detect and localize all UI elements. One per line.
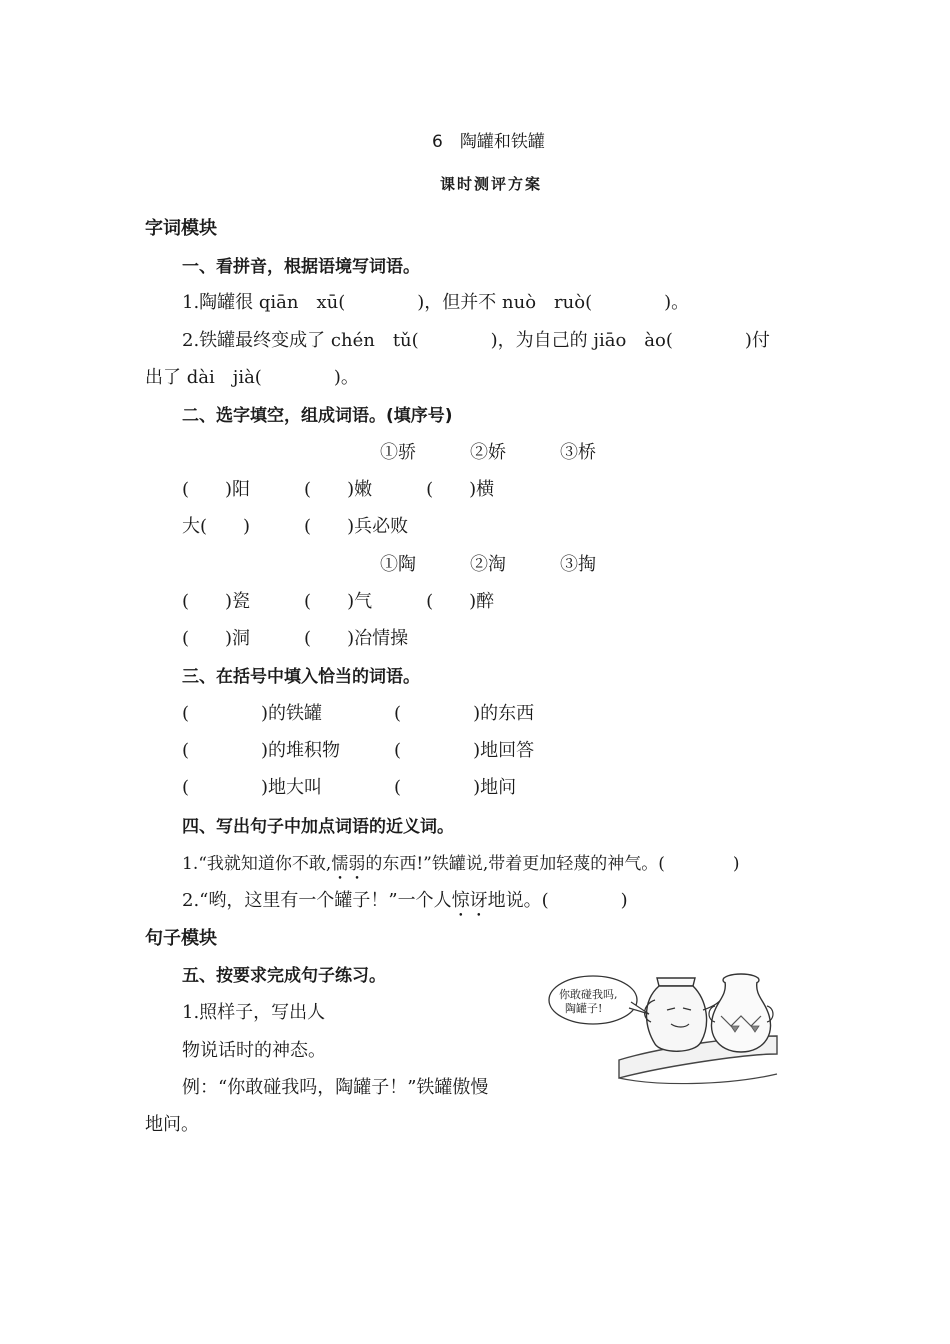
question-5-line-2: 物说话时的神态。 xyxy=(182,1040,326,1061)
question-4-line-2 xyxy=(182,890,628,921)
question-4-line-1-end: 的东西!”铁罐说,带着更加轻蔑的神气。( ) xyxy=(365,854,740,874)
question-2-row-2: 大( ) ( )兵必败 xyxy=(182,516,409,537)
question-1-heading: 一、看拼音，根据语境写词语。 xyxy=(182,257,420,277)
section-sentences-heading: 句子模块 xyxy=(145,928,217,949)
question-4-line-1 xyxy=(182,853,740,884)
page-subtitle: 课时测评方案 xyxy=(440,175,543,193)
question-1-line-1: 1.陶罐很 qiān xū( )，但并不 nuò ruò( )。 xyxy=(182,292,690,313)
question-2-options-2: ①陶 ②淘 ③掏 xyxy=(380,554,596,575)
dotted-word-1: 懦弱 xyxy=(331,854,366,874)
dotted-word-2: 惊讶 xyxy=(451,890,488,911)
pottery-jar-and-iron-jar-illustration xyxy=(545,962,785,1102)
question-3-row-1: ( )的铁罐 ( )的东西 xyxy=(182,703,535,724)
question-1-line-3: 出了 dài jià( )。 xyxy=(145,367,359,388)
question-3-row-3: ( )地大叫 ( )地问 xyxy=(182,777,517,798)
question-2-heading: 二、选字填空，组成词语。(填序号) xyxy=(182,406,453,426)
question-5-heading: 五、按要求完成句子练习。 xyxy=(182,966,386,986)
question-5-line-3: 例：“你敢碰我吗，陶罐子！”铁罐傲慢 xyxy=(182,1077,489,1098)
question-5-line-4: 地问。 xyxy=(145,1114,199,1135)
question-4-line-1-start: 1.“我就知道你不敢, xyxy=(182,854,332,874)
question-2-row-4: ( )洞 ( )冶情操 xyxy=(182,628,409,649)
page-title: 6 陶罐和铁罐 xyxy=(432,132,545,152)
question-4-line-2-start: 2.“哟，这里有一个罐子！”一个人 xyxy=(182,890,452,911)
section-words-heading: 字词模块 xyxy=(145,218,217,239)
question-3-row-2: ( )的堆积物 ( )地回答 xyxy=(182,740,535,761)
question-3-heading: 三、在括号中填入恰当的词语。 xyxy=(182,667,420,687)
speech-bubble-line-1: 你敢碰我吗, xyxy=(559,988,618,1001)
question-4-heading: 四、写出句子中加点词语的近义词。 xyxy=(182,817,454,837)
question-2-row-1: ( )阳 ( )嫩 ( )横 xyxy=(182,479,495,500)
question-2-options-1: ①骄 ②娇 ③桥 xyxy=(380,442,596,463)
question-5-line-1: 1.照样子，写出人 xyxy=(182,1002,326,1023)
question-1-line-2: 2.铁罐最终变成了 chén tǔ( )，为自己的 jiāo ào( )付 xyxy=(182,330,770,351)
question-4-line-2-end: 地说。( ) xyxy=(487,890,628,911)
speech-bubble-line-2: 陶罐子! xyxy=(565,1002,603,1015)
question-2-row-3: ( )瓷 ( )气 ( )醉 xyxy=(182,591,495,612)
